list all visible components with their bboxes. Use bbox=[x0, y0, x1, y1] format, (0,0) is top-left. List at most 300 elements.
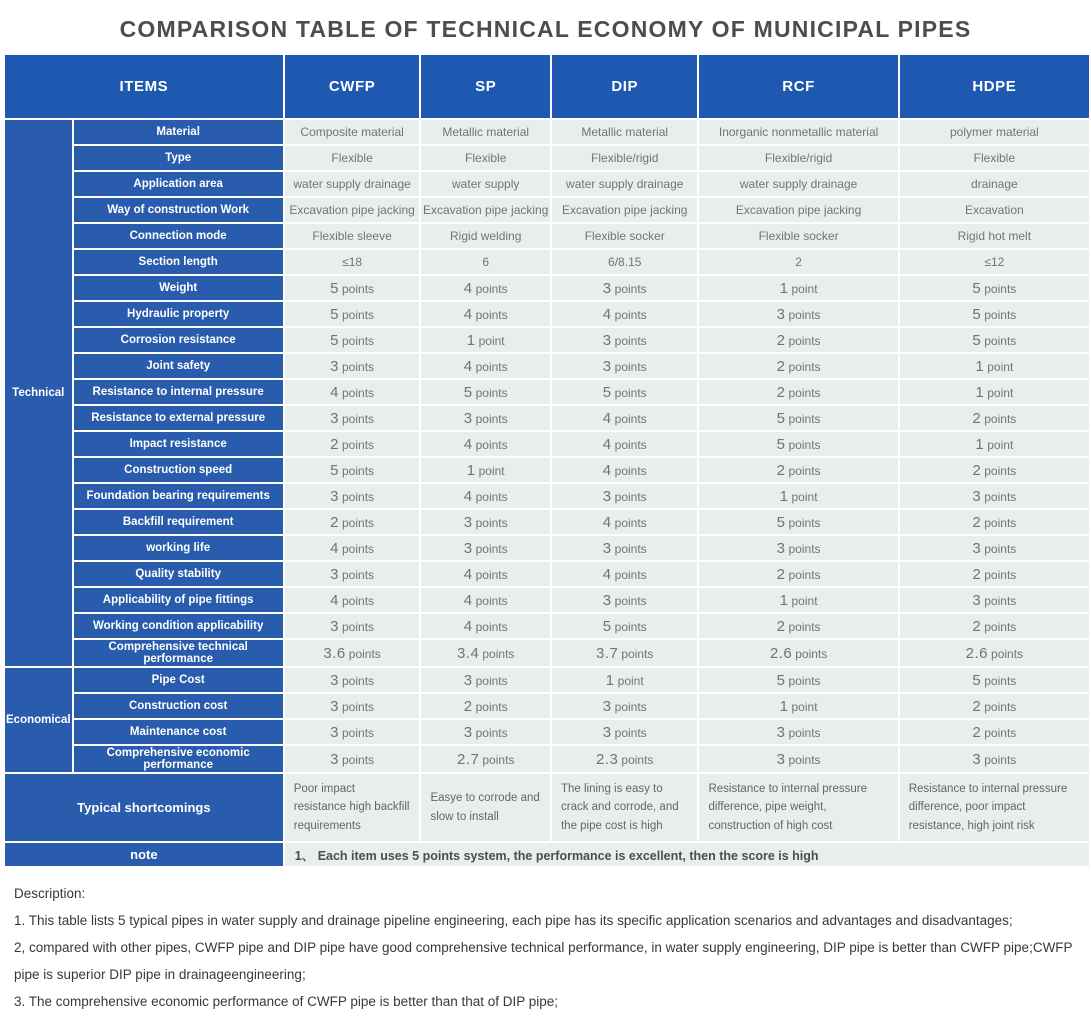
data-cell bbox=[699, 510, 897, 534]
score-value: 4 bbox=[330, 539, 339, 557]
score-value: 2 bbox=[776, 331, 786, 349]
data-cell bbox=[699, 276, 897, 300]
table-row bbox=[5, 746, 1089, 772]
score-unit: points bbox=[984, 411, 1017, 426]
score-value: 4 bbox=[463, 305, 473, 323]
data-cell bbox=[285, 720, 420, 744]
row-label: Working condition applicability bbox=[74, 614, 283, 638]
score-unit: points bbox=[614, 307, 647, 322]
score-unit: points bbox=[482, 752, 515, 767]
items-header: ITEMS bbox=[5, 55, 283, 118]
data-cell bbox=[552, 536, 698, 560]
score-value: 4 bbox=[602, 409, 612, 427]
data-cell bbox=[699, 302, 897, 326]
score-value: 2.3 bbox=[596, 750, 619, 768]
data-cell bbox=[421, 458, 550, 482]
score-unit: points bbox=[342, 333, 375, 348]
score-unit: points bbox=[614, 489, 647, 504]
data-cell: Flexible socker bbox=[552, 224, 698, 248]
table-header bbox=[5, 55, 1089, 118]
score-value: 3 bbox=[602, 723, 612, 741]
shortcomings-label: Typical shortcomings bbox=[5, 774, 283, 841]
shortcoming-cell: Resistance to internal pressure difference, pipe weight, construction of high cost bbox=[699, 774, 897, 841]
row-label: Section length bbox=[74, 250, 283, 274]
data-cell: 6/8.15 bbox=[552, 250, 698, 274]
score-unit: points bbox=[614, 411, 647, 426]
score-value: 5 bbox=[972, 331, 982, 349]
data-cell bbox=[699, 640, 897, 666]
score-value: 5 bbox=[972, 305, 982, 323]
data-cell bbox=[699, 484, 897, 508]
score-unit: points bbox=[342, 515, 375, 530]
data-cell bbox=[285, 510, 420, 534]
data-cell: drainage bbox=[900, 172, 1089, 196]
data-cell bbox=[285, 276, 420, 300]
score-unit: point bbox=[478, 463, 505, 478]
description-heading: Description: bbox=[14, 886, 86, 902]
score-value: 3 bbox=[330, 617, 339, 635]
score-value: 3 bbox=[463, 539, 473, 557]
data-cell bbox=[900, 668, 1089, 692]
data-cell bbox=[900, 380, 1089, 404]
score-value: 3 bbox=[330, 697, 339, 715]
data-cell bbox=[900, 536, 1089, 560]
data-cell: ≤18 bbox=[285, 250, 420, 274]
data-cell bbox=[552, 484, 698, 508]
row-label: Backfill requirement bbox=[74, 510, 283, 534]
data-cell bbox=[900, 510, 1089, 534]
description-line: 3. The comprehensive economic performance of CWFP pipe is better than that of DIP pipe; bbox=[14, 994, 559, 1010]
score-value: 2.7 bbox=[457, 750, 480, 768]
table-row bbox=[5, 562, 1089, 586]
score-value: 3 bbox=[330, 357, 339, 375]
score-unit: points bbox=[475, 411, 508, 426]
data-cell bbox=[699, 328, 897, 352]
score-unit: points bbox=[788, 307, 821, 322]
score-unit: points bbox=[475, 725, 508, 740]
data-cell bbox=[552, 510, 698, 534]
row-label: Resistance to external pressure bbox=[74, 406, 283, 430]
score-unit: points bbox=[614, 593, 647, 608]
score-unit: points bbox=[984, 515, 1017, 530]
score-unit: points bbox=[984, 725, 1017, 740]
data-cell: water supply bbox=[421, 172, 550, 196]
score-value: 1 bbox=[605, 671, 615, 689]
table-footer-rows bbox=[5, 774, 1089, 866]
table-row bbox=[5, 614, 1089, 638]
data-cell: Excavation pipe jacking bbox=[285, 198, 420, 222]
page-title: COMPARISON TABLE OF TECHNICAL ECONOMY OF MUNICIPAL PIPES bbox=[119, 16, 972, 42]
score-value: 3 bbox=[602, 487, 612, 505]
data-cell bbox=[421, 562, 550, 586]
data-cell bbox=[421, 694, 550, 718]
score-value: 2.6 bbox=[769, 644, 793, 662]
table-row bbox=[5, 276, 1089, 300]
data-cell bbox=[421, 668, 550, 692]
score-unit: points bbox=[475, 619, 508, 634]
table-row bbox=[5, 172, 1089, 196]
data-cell bbox=[285, 432, 420, 456]
row-label: Construction speed bbox=[74, 458, 283, 482]
score-unit: points bbox=[475, 489, 508, 504]
data-cell bbox=[421, 328, 550, 352]
score-unit: points bbox=[788, 333, 821, 348]
score-value: 4 bbox=[602, 435, 612, 453]
score-unit: points bbox=[984, 593, 1017, 608]
score-value: 2 bbox=[972, 697, 982, 715]
score-unit: point bbox=[987, 359, 1014, 374]
score-value: 1 bbox=[466, 461, 476, 479]
score-value: 4 bbox=[463, 357, 473, 375]
score-unit: points bbox=[614, 725, 647, 740]
score-unit: points bbox=[984, 752, 1017, 767]
data-cell bbox=[900, 302, 1089, 326]
data-cell: Rigid hot melt bbox=[900, 224, 1089, 248]
data-cell bbox=[699, 614, 897, 638]
data-cell bbox=[552, 276, 698, 300]
header-row bbox=[5, 55, 1089, 118]
column-header-cwfp: CWFP bbox=[285, 55, 420, 118]
score-unit: points bbox=[984, 281, 1017, 296]
score-unit: point bbox=[617, 673, 644, 688]
table-row bbox=[5, 640, 1089, 666]
score-value: 3 bbox=[602, 357, 612, 375]
row-label: Hydraulic property bbox=[74, 302, 283, 326]
data-cell bbox=[900, 484, 1089, 508]
data-cell bbox=[552, 746, 698, 772]
row-label: working life bbox=[74, 536, 283, 560]
row-label: Foundation bearing requirements bbox=[74, 484, 283, 508]
score-unit: points bbox=[984, 619, 1017, 634]
score-unit: points bbox=[342, 567, 375, 582]
data-cell bbox=[900, 276, 1089, 300]
data-cell bbox=[900, 562, 1089, 586]
score-value: 4 bbox=[463, 617, 473, 635]
data-cell bbox=[285, 614, 420, 638]
table-row bbox=[5, 510, 1089, 534]
score-unit: points bbox=[984, 307, 1017, 322]
score-value: 2 bbox=[776, 565, 786, 583]
score-value: 3 bbox=[776, 305, 786, 323]
data-cell bbox=[699, 380, 897, 404]
row-label: Corrosion resistance bbox=[74, 328, 283, 352]
score-unit: points bbox=[621, 752, 654, 767]
score-value: 3 bbox=[602, 591, 612, 609]
score-unit: points bbox=[614, 699, 647, 714]
shortcoming-cell: Resistance to internal pressure difference, poor impact resistance, high joint risk bbox=[900, 774, 1089, 841]
data-cell bbox=[699, 588, 897, 612]
score-unit: points bbox=[621, 646, 654, 661]
data-cell: Excavation pipe jacking bbox=[699, 198, 897, 222]
data-cell bbox=[285, 302, 420, 326]
score-value: 3 bbox=[602, 279, 612, 297]
note-label: note bbox=[5, 843, 283, 866]
score-value: 1 bbox=[779, 697, 789, 715]
comparison-table bbox=[3, 53, 1091, 868]
score-value: 3 bbox=[330, 671, 339, 689]
table-row bbox=[5, 250, 1089, 274]
score-value: 1 bbox=[975, 435, 985, 453]
score-unit: points bbox=[788, 515, 821, 530]
data-cell bbox=[900, 640, 1089, 666]
data-cell bbox=[421, 276, 550, 300]
row-label: Impact resistance bbox=[74, 432, 283, 456]
data-cell bbox=[285, 354, 420, 378]
data-cell: Excavation bbox=[900, 198, 1089, 222]
score-value: 5 bbox=[602, 617, 612, 635]
score-unit: points bbox=[795, 646, 828, 661]
score-unit: points bbox=[342, 619, 375, 634]
column-header-hdpe: HDPE bbox=[900, 55, 1089, 118]
score-unit: points bbox=[475, 699, 508, 714]
score-unit: points bbox=[984, 673, 1017, 688]
score-value: 4 bbox=[602, 461, 612, 479]
score-unit: points bbox=[342, 489, 375, 504]
score-value: 3 bbox=[972, 539, 982, 557]
score-value: 3 bbox=[330, 409, 339, 427]
score-unit: points bbox=[614, 541, 647, 556]
score-unit: points bbox=[342, 359, 375, 374]
data-cell bbox=[421, 746, 550, 772]
data-cell bbox=[552, 458, 698, 482]
column-header-dip: DIP bbox=[552, 55, 698, 118]
data-cell bbox=[699, 536, 897, 560]
note-row bbox=[5, 843, 1089, 866]
data-cell bbox=[552, 354, 698, 378]
data-cell bbox=[900, 614, 1089, 638]
score-unit: points bbox=[342, 411, 375, 426]
table-row bbox=[5, 302, 1089, 326]
table-body bbox=[5, 120, 1089, 772]
score-unit: points bbox=[342, 541, 375, 556]
data-cell: Excavation pipe jacking bbox=[552, 198, 698, 222]
row-label: Joint safety bbox=[74, 354, 283, 378]
data-cell bbox=[285, 536, 420, 560]
table-row bbox=[5, 432, 1089, 456]
score-value: 3 bbox=[602, 697, 612, 715]
score-unit: points bbox=[614, 437, 647, 452]
score-value: 2.6 bbox=[965, 644, 989, 662]
score-value: 2 bbox=[463, 697, 473, 715]
score-unit: points bbox=[614, 567, 647, 582]
score-unit: points bbox=[614, 463, 647, 478]
score-unit: point bbox=[478, 333, 505, 348]
data-cell: Inorganic nonmetallic material bbox=[699, 120, 897, 144]
data-cell: Flexible bbox=[285, 146, 420, 170]
data-cell: Flexible/rigid bbox=[552, 146, 698, 170]
data-cell bbox=[285, 746, 420, 772]
row-label: Maintenance cost bbox=[74, 720, 283, 744]
data-cell bbox=[900, 694, 1089, 718]
score-unit: point bbox=[791, 593, 818, 608]
score-value: 5 bbox=[330, 331, 339, 349]
section-label-technical: Technical bbox=[5, 120, 72, 666]
data-cell bbox=[552, 432, 698, 456]
table-row bbox=[5, 120, 1089, 144]
score-unit: points bbox=[984, 489, 1017, 504]
data-cell bbox=[421, 640, 550, 666]
score-unit: points bbox=[984, 541, 1017, 556]
score-unit: point bbox=[791, 699, 818, 714]
score-value: 5 bbox=[776, 435, 786, 453]
score-value: 3 bbox=[972, 591, 982, 609]
score-value: 1 bbox=[779, 279, 789, 297]
score-value: 2 bbox=[776, 357, 786, 375]
score-unit: points bbox=[984, 567, 1017, 582]
score-unit: points bbox=[984, 463, 1017, 478]
data-cell bbox=[421, 720, 550, 744]
score-unit: points bbox=[984, 699, 1017, 714]
row-label: Weight bbox=[74, 276, 283, 300]
table-row bbox=[5, 668, 1089, 692]
score-value: 1 bbox=[466, 331, 476, 349]
score-value: 3 bbox=[972, 487, 982, 505]
score-value: 3.7 bbox=[596, 644, 619, 662]
data-cell bbox=[285, 380, 420, 404]
score-value: 2 bbox=[776, 461, 786, 479]
score-unit: points bbox=[475, 541, 508, 556]
column-header-rcf: RCF bbox=[699, 55, 897, 118]
row-label: Pipe Cost bbox=[74, 668, 283, 692]
data-cell bbox=[900, 406, 1089, 430]
data-cell bbox=[699, 432, 897, 456]
score-unit: points bbox=[348, 646, 381, 661]
table-row bbox=[5, 198, 1089, 222]
data-cell bbox=[900, 746, 1089, 772]
data-cell bbox=[552, 720, 698, 744]
score-unit: points bbox=[342, 463, 375, 478]
data-cell bbox=[285, 694, 420, 718]
score-unit: points bbox=[342, 725, 375, 740]
data-cell bbox=[421, 484, 550, 508]
data-cell bbox=[285, 588, 420, 612]
score-unit: points bbox=[475, 437, 508, 452]
data-cell bbox=[699, 458, 897, 482]
score-unit: points bbox=[475, 359, 508, 374]
data-cell bbox=[552, 328, 698, 352]
score-value: 3 bbox=[330, 565, 339, 583]
score-value: 1 bbox=[779, 487, 789, 505]
score-value: 4 bbox=[463, 487, 473, 505]
table-row bbox=[5, 146, 1089, 170]
data-cell: water supply drainage bbox=[552, 172, 698, 196]
score-value: 3 bbox=[602, 539, 612, 557]
row-label: Resistance to internal pressure bbox=[74, 380, 283, 404]
score-value: 5 bbox=[776, 409, 786, 427]
score-value: 1 bbox=[975, 357, 985, 375]
shortcoming-cell: Poor impact resistance high backfill requirements bbox=[285, 774, 420, 841]
score-unit: points bbox=[342, 437, 375, 452]
score-value: 4 bbox=[463, 279, 473, 297]
data-cell bbox=[421, 406, 550, 430]
data-cell bbox=[552, 614, 698, 638]
data-cell: ≤12 bbox=[900, 250, 1089, 274]
score-unit: points bbox=[342, 281, 375, 296]
score-value: 3 bbox=[330, 487, 339, 505]
data-cell bbox=[285, 328, 420, 352]
score-unit: points bbox=[788, 752, 821, 767]
data-cell bbox=[900, 354, 1089, 378]
row-label: Comprehensive economic performance bbox=[74, 746, 283, 772]
score-unit: point bbox=[987, 385, 1014, 400]
score-value: 3 bbox=[776, 750, 786, 768]
score-value: 4 bbox=[463, 565, 473, 583]
data-cell: Flexible bbox=[900, 146, 1089, 170]
table-row bbox=[5, 406, 1089, 430]
score-value: 4 bbox=[330, 591, 339, 609]
data-cell: Flexible/rigid bbox=[699, 146, 897, 170]
data-cell bbox=[421, 614, 550, 638]
score-value: 5 bbox=[330, 279, 339, 297]
score-unit: points bbox=[342, 752, 375, 767]
data-cell bbox=[421, 588, 550, 612]
data-cell: Composite material bbox=[285, 120, 420, 144]
data-cell bbox=[900, 432, 1089, 456]
score-unit: points bbox=[788, 619, 821, 634]
score-unit: points bbox=[614, 515, 647, 530]
score-unit: points bbox=[342, 673, 375, 688]
description-lines bbox=[14, 907, 1075, 1015]
data-cell bbox=[699, 694, 897, 718]
score-unit: points bbox=[614, 333, 647, 348]
table-row bbox=[5, 588, 1089, 612]
score-unit: points bbox=[475, 567, 508, 582]
score-unit: points bbox=[475, 593, 508, 608]
score-unit: points bbox=[475, 385, 508, 400]
table-row bbox=[5, 328, 1089, 352]
table-row bbox=[5, 458, 1089, 482]
data-cell: 6 bbox=[421, 250, 550, 274]
data-cell bbox=[699, 668, 897, 692]
score-unit: points bbox=[788, 411, 821, 426]
score-value: 2 bbox=[972, 565, 982, 583]
data-cell bbox=[900, 328, 1089, 352]
score-unit: points bbox=[475, 307, 508, 322]
score-value: 1 bbox=[779, 591, 789, 609]
score-value: 2 bbox=[972, 513, 982, 531]
score-unit: points bbox=[984, 333, 1017, 348]
description-line: 1. This table lists 5 typical pipes in water supply and drainage pipeline engineering, each pipe has its specific application scenarios and advantages and disadvantages; bbox=[14, 913, 1013, 929]
row-label: Quality stability bbox=[74, 562, 283, 586]
score-unit: points bbox=[788, 673, 821, 688]
data-cell bbox=[285, 562, 420, 586]
data-cell bbox=[421, 510, 550, 534]
table-row bbox=[5, 354, 1089, 378]
section-label-economical: Economical bbox=[5, 668, 72, 772]
data-cell: Flexible bbox=[421, 146, 550, 170]
data-cell bbox=[285, 458, 420, 482]
score-unit: points bbox=[342, 593, 375, 608]
score-value: 1 bbox=[975, 383, 985, 401]
score-value: 5 bbox=[776, 513, 786, 531]
data-cell: Flexible socker bbox=[699, 224, 897, 248]
data-cell: Excavation pipe jacking bbox=[421, 198, 550, 222]
score-unit: points bbox=[482, 646, 515, 661]
score-value: 4 bbox=[330, 383, 339, 401]
score-value: 5 bbox=[972, 279, 982, 297]
data-cell bbox=[552, 588, 698, 612]
score-value: 5 bbox=[602, 383, 612, 401]
score-value: 3.6 bbox=[323, 644, 346, 662]
description-section bbox=[0, 868, 1091, 1025]
score-unit: points bbox=[788, 567, 821, 582]
score-unit: points bbox=[475, 515, 508, 530]
data-cell bbox=[421, 536, 550, 560]
score-value: 2 bbox=[330, 513, 339, 531]
data-cell bbox=[900, 588, 1089, 612]
score-value: 3 bbox=[463, 723, 473, 741]
data-cell bbox=[552, 668, 698, 692]
